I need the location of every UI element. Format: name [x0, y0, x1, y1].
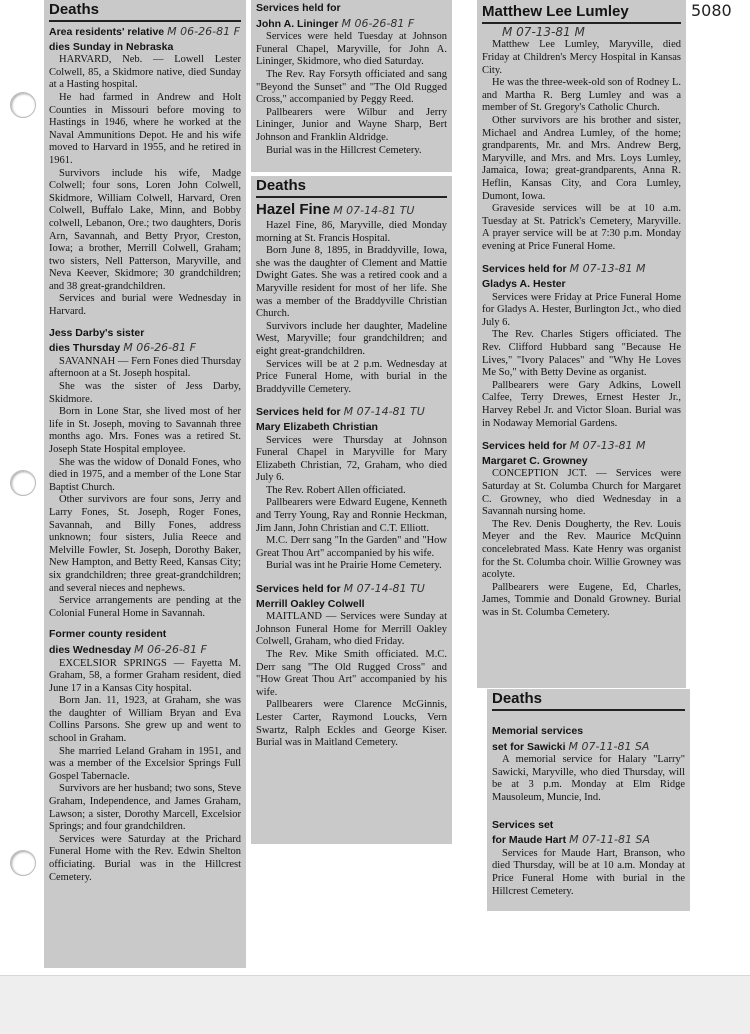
headline-line: Former county resident	[49, 628, 167, 641]
headline	[492, 740, 685, 754]
headline-line: Services held for	[256, 406, 341, 419]
headline-line: John A. Lininger	[256, 17, 339, 30]
headline	[256, 405, 447, 419]
deaths-heading: Deaths	[492, 690, 685, 711]
paragraph: MAITLAND — Services were Sunday at Johnson Funeral Home for Merrill Oakley Colwell, Graham, who died Friday.	[256, 611, 447, 648]
headline-line: Margaret C. Growney	[482, 454, 588, 467]
paragraph: Born Jan. 11, 1923, at Graham, she was the daughter of William Bryan and Eva Collins Parsons. She grew up and went to school in Graham.	[49, 695, 241, 745]
clipping-lumley-hester-growney	[477, 0, 686, 688]
paragraph: She was the sister of Jess Darby, Skidmore.	[49, 381, 241, 405]
headline	[492, 833, 685, 847]
headline-line: Memorial services	[492, 725, 584, 737]
paragraph: He was the three-week-old son of Rodney L. and Martha R. Berg Lumley and was a member of St. Gregory's Catholic Church.	[482, 77, 681, 114]
handwritten-date: M 06-26-81 F	[167, 25, 240, 38]
paragraph: The Rev. Ray Forsyth officiated and sang "Beyond the Sunset" and "The Old Rugged Cross," accompanied by Peggy Reed.	[256, 68, 447, 106]
obituary-name: Matthew Lee Lumley	[482, 3, 681, 24]
handwritten-date: M 07-14-81 TU	[343, 582, 425, 596]
handwritten-date: M 07-13-81 M	[502, 25, 585, 39]
paragraph: Pallbearers were Wilbur and Jerry Lininger, Junior and Wayne Sharp, Bert Johnson and Franklin Aldridge.	[256, 106, 447, 143]
paragraph: A memorial service for Halary "Larry" Sawicki, Maryville, who died Thursday, will be at 3 p.m. Monday at Elm Ridge Mausoleum, Muncie, Ind.	[492, 754, 685, 803]
clipping-lininger	[251, 0, 452, 172]
paragraph: Pallbearers were Clarence McGinnis, Lester Carter, Raymond Loucks, Vern Swartz, Ralph Eckles and George Kiser. Burial was in Maitland Cemetery.	[256, 699, 447, 749]
paragraph: Services were held Tuesday at Johnson Funeral Chapel, Maryville, for John A. Lininger, Skidmore, who died Saturday.	[256, 31, 447, 68]
handwritten-date: M 06-26-81 F	[134, 642, 207, 656]
headline-line: Gladys A. Hester	[482, 278, 566, 291]
headline-line: Area residents' relative	[49, 26, 165, 38]
headline-line: Services held for	[482, 440, 567, 453]
handwritten-date: M 07-11-81 SA	[568, 739, 650, 753]
paragraph: Hazel Fine, 86, Maryville, died Monday morning at St. Francis Hospital.	[256, 220, 447, 244]
headline	[482, 439, 681, 453]
paragraph: Born in Lone Star, she lived most of her life in St. Joseph, moving to Savannah three months ago. Mrs. Fones was a retired St. Joseph State Hospital employee.	[49, 406, 241, 455]
paragraph: She was the widow of Donald Fones, who died in 1975, and a member of the Lone Star Baptist Church.	[49, 456, 241, 493]
paragraph: The Rev. Charles Stigers officiated. The Rev. Clifford Hubbard sang "Because He Lives," "Ivory Palaces" and "Why He Loves Me So," with Betty Devine as organist.	[482, 329, 681, 379]
paragraph: Other survivors are four sons, Jerry and Larry Fones, St. Joseph, Roger Fones, Savannah, and Billy Fones, address unknown; four sisters, Julia Reece and Melville Fowler, St. Joseph, Dorothy Baker, New Hampton, and Betty Reed, Kansas City; six grandchildren; three great-grandchildren; and several nieces and nephews.	[49, 494, 241, 594]
headline	[49, 341, 241, 355]
handwritten-date: M 07-13-81 M	[569, 262, 646, 276]
clipping-fine-christian-colwell	[251, 176, 452, 844]
paragraph: Matthew Lee Lumley, Maryville, died Friday at Children's Mercy Hospital in Kansas City.	[482, 39, 681, 76]
deaths-heading: Deaths	[49, 1, 241, 22]
headline-line: Merrill Oakley Colwell	[256, 597, 365, 610]
headline	[49, 643, 241, 657]
paragraph: Pallbearers were Gary Adkins, Lowell Calfee, Terry Drewes, Ernest Hester Jr., Harvey Rebel Jr. and Victor Sloan. Burial was in Nodaway Memorial Gardens.	[482, 379, 681, 429]
headline-line: dies Wednesday	[49, 643, 132, 656]
paragraph: He had farmed in Andrew and Holt Counties in Missouri before moving to Hastings in 1946, where he worked at the Naval Ammunitions Depot. He and his wife moved to Harvard in 1955, and he retired in 1961.	[49, 91, 241, 166]
headline	[256, 201, 447, 219]
paragraph: Services were Saturday at the Prichard Funeral Home with the Rev. Edwin Shelton officiating. Burial was in the Hillcrest Cemetery.	[49, 833, 241, 883]
paragraph: EXCELSIOR SPRINGS — Fayetta M. Graham, 58, a former Graham resident, died June 17 in a Kansas City hospital.	[49, 657, 241, 694]
headline-line: set for Sawicki	[492, 740, 566, 753]
paragraph: Services were Thursday at Johnson Funeral Chapel in Maryville for Mary Elizabeth Christian, 72, Graham, who died July 6.	[256, 434, 447, 484]
paragraph: Born June 8, 1895, in Braddyville, Iowa, she was the daughter of Clement and Mattie Dwight Gates. She was a retired cook and a Maryville resident for most of her life. She was a member of the Braddyville Christian Church.	[256, 245, 447, 320]
paragraph: Services for Maude Hart, Branson, who died Thursday, will be at 10 a.m. Monday at Price Funeral Home with burial in the Hillcrest Cemetery.	[492, 847, 685, 897]
handwritten-date: M 07-13-81 M	[569, 439, 646, 453]
page-number: 5080	[691, 1, 732, 20]
handwritten-date: M 06-26-81 F	[123, 341, 196, 355]
headline-line: Services held for	[256, 583, 341, 596]
binder-hole-middle	[10, 470, 36, 496]
paragraph: Survivors are her husband; two sons, Steve Graham, Independence, and James Graham, Lawson; a sister, Dorothy Marcell, Excelsior Springs; and four grandchildren.	[49, 783, 241, 833]
headline	[49, 25, 241, 39]
paragraph: Pallbearers were Eugene, Ed, Charles, James, Tommie and Donald Growney. Burial was in St. Columba Cemetery.	[482, 581, 681, 618]
paragraph: HARVARD, Neb. — Lowell Lester Colwell, 85, a Skidmore native, died Sunday at a Hasting hospital.	[49, 54, 241, 91]
headline-line: dies Sunday in Nebraska	[49, 40, 174, 53]
binder-hole-top	[10, 92, 36, 118]
paragraph: CONCEPTION JCT. — Services were Saturday at St. Columba Church for Margaret C. Growney, who died Wednesday in a Savannah nursing home.	[482, 468, 681, 518]
paragraph: She married Leland Graham in 1951, and was a member of the Excelsior Springs Full Gospel Tabernacle.	[49, 745, 241, 782]
paragraph: Pallbearers were Edward Eugene, Kenneth and Terry Young, Ray and Ronnie Heckman, Jim Jann, John Christian and C.T. Elliott.	[256, 497, 447, 534]
handwritten-date: M 07-11-81 SA	[569, 833, 651, 847]
headline-line: Services held for	[256, 2, 341, 14]
headline	[482, 262, 681, 276]
paragraph: Services and burial were Wednesday in Harvard.	[49, 293, 241, 318]
paragraph: The Rev. Denis Dougherty, the Rev. Louis Meyer and the Rev. Maurice McQuinn concelebrated Mass. Kate Henry was organist for the St. Columba choir. Willie Growney was acolyte.	[482, 518, 681, 581]
paragraph: The Rev. Robert Allen officiated.	[266, 484, 406, 496]
headline-line: Services set	[492, 818, 554, 831]
clipping-colwell-fones-graham	[44, 0, 246, 968]
page-bottom-margin	[0, 975, 750, 1034]
paragraph: Other survivors are his brother and sister, Michael and Andrea Lumley, of the home; grandparents, Mr. and Mrs. Andrew Berg, Maryville, and Mrs. and Mrs. Loys Lumley, Jamaica, Iowa; great-grandparents, Anna R. Heflin, Kansas City, and Cora Lumley, Dumont, Iowa.	[482, 114, 681, 202]
paragraph: Services were Friday at Price Funeral Home for Gladys A. Hester, Burlington Jct., who died July 6.	[482, 291, 681, 328]
paragraph: Burial was int he Prairie Home Cemetery.	[266, 560, 442, 572]
handwritten-date: M 06-26-81 F	[341, 16, 415, 30]
headline	[256, 17, 447, 31]
paragraph: Services will be at 2 p.m. Wednesday at Price Funeral Home, with burial in the Braddyville Cemetery.	[256, 358, 447, 395]
obituary-name: Hazel Fine	[256, 201, 331, 218]
handwritten-date: M 07-14-81 TU	[343, 405, 425, 419]
handwritten-date: M 07-14-81 TU	[333, 204, 415, 217]
binder-hole-bottom	[10, 850, 36, 876]
paragraph: Graveside services will be at 10 a.m. Tuesday at St. Patrick's Cemetery, Maryville. A prayer service will be at 7:30 p.m. Monday evening at Price Funeral Home.	[482, 203, 681, 252]
headline	[256, 582, 447, 596]
paragraph: Service arrangements are pending at the Colonial Funeral Home in Savannah.	[49, 595, 241, 619]
paragraph: Survivors include his wife, Madge Colwell; four sons, Loren John Colwell, Skidmore, William Colwell, Harvard, Oren Colwell, Buffalo Lake, Minn, and Bobby colwell, Lebanon, Ore.; two daughters, Doris Arn, Savannah, and Betty Pryor, Creston, Iowa; a brother, Merrill Colwell, Graham; two sisters, Nell Patterson, Maryville, and Neva Keever, Skidmore; 30 grandchildren; and 38 great-grandchildren.	[49, 167, 241, 292]
headline-line: for Maude Hart	[492, 834, 567, 847]
headline-line: Mary Elizabeth Christian	[256, 420, 378, 433]
paragraph: The Rev. Mike Smith officiated. M.C. Derr sang "The Old Rugged Cross" and "How Great Thou Art" accompanied by his wife.	[256, 649, 447, 698]
deaths-heading: Deaths	[256, 177, 447, 198]
paragraph: M.C. Derr sang "In the Garden" and "How Great Thou Art" accompanied by his wife.	[256, 535, 447, 559]
headline-line: Services held for	[482, 263, 567, 276]
paragraph: SAVANNAH — Fern Fones died Thursday afternoon at a St. Joseph hospital.	[49, 355, 241, 380]
clipping-sawicki-hart	[487, 689, 690, 911]
paragraph: Burial was in the Hillcrest Cemetery.	[266, 144, 422, 156]
headline-line: dies Thursday	[49, 342, 121, 355]
headline-line: Jess Darby's sister	[49, 326, 145, 339]
paragraph: Survivors include her daughter, Madeline West, Maryville; four grandchildren; and eight great-grandchildren.	[256, 320, 447, 357]
